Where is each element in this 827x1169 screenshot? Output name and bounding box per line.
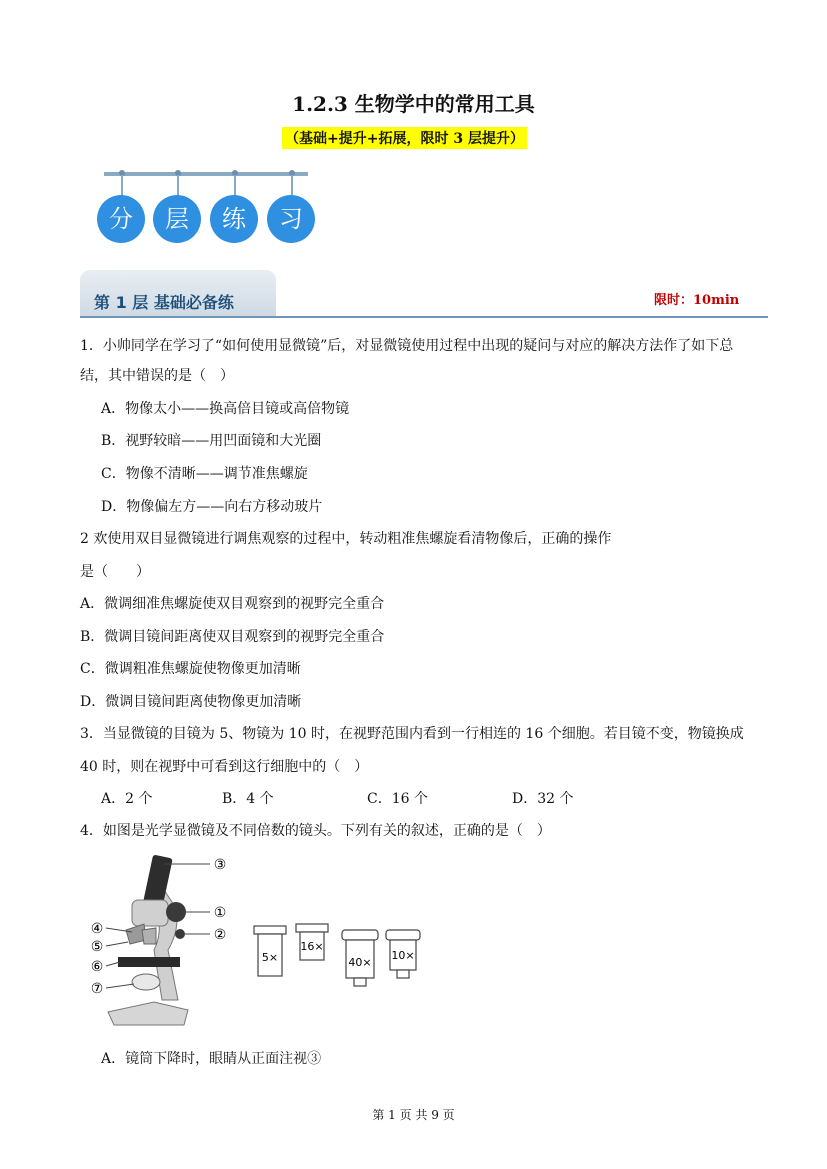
lens-10x-label: 10× (391, 949, 415, 962)
question-3-line-2: 40 时，则在视野中可看到这行细胞中的（ ） (80, 759, 369, 775)
question-3-option-b: B．4 个 (222, 791, 274, 807)
question-1-option-b: B．视野较暗——用凹面镜和大光圈 (101, 433, 322, 449)
callout-5: ⑤ (90, 939, 104, 955)
page-title: 1.2.3 生物学中的常用工具 (292, 92, 535, 116)
question-2-line-1: 2 欢使用双目显微镜进行调焦观察的过程中，转动粗准焦螺旋看清物像后，正确的操作 (80, 531, 612, 547)
question-1-option-a: A．物像太小——换高倍目镜或高倍物镜 (101, 401, 350, 417)
lens-40x-label: 40× (348, 956, 372, 969)
callout-3: ③ (213, 857, 227, 873)
banner-drop (177, 175, 179, 197)
lens-5x-label: 5× (261, 951, 279, 964)
microscope-icon (108, 854, 188, 1025)
question-2-option-a: A．微调细准焦螺旋使双目观察到的视野完全重合 (80, 596, 385, 612)
question-3-option-d: D．32 个 (512, 791, 574, 807)
banner-drop (291, 175, 293, 197)
callout-4: ④ (90, 921, 104, 937)
banner-drop (234, 175, 236, 197)
question-1-option-c: C．物像不清晰——调节准焦螺旋 (101, 466, 308, 482)
banner-drop (121, 175, 123, 197)
page-footer: 第 1 页 共 9 页 (372, 1108, 455, 1122)
question-2-line-2: 是（ ） (80, 564, 150, 580)
callout-2: ② (213, 927, 227, 943)
question-4-line-1: 4．如图是光学显微镜及不同倍数的镜头。下列有关的叙述，正确的是（ ） (80, 823, 551, 839)
question-2-option-d: D．微调目镜间距离使物像更加清晰 (80, 694, 302, 710)
banner-char: 习 (267, 195, 315, 243)
banner-char: 分 (97, 195, 145, 243)
question-2-option-c: C．微调粗准焦螺旋使物像更加清晰 (80, 661, 301, 677)
page-subtitle: （基础+提升+拓展，限时 3 层提升） (282, 127, 527, 149)
callout-7: ⑦ (90, 981, 104, 997)
banner-char: 练 (210, 195, 258, 243)
banner-rail (104, 172, 308, 176)
lens-16x-label: 16× (300, 940, 324, 953)
question-1-option-d: D．物像偏左方——向右方移动玻片 (101, 499, 323, 515)
callout-6: ⑥ (90, 959, 104, 975)
question-1-line-2: 结，其中错误的是（ ） (80, 368, 234, 384)
question-2-option-b: B．微调目镜间距离使双目观察到的视野完全重合 (80, 629, 385, 645)
question-3-option-a: A．2 个 (101, 791, 153, 807)
question-1-line-1: 1．小帅同学在学习了“如何使用显微镜”后，对显微镜使用过程中出现的疑问与对应的解决方法作了如下总 (80, 338, 734, 354)
question-4-option-a: A．镜筒下降时，眼睛从正面注视③ (101, 1051, 322, 1067)
question-3-line-1: 3．当显微镜的目镜为 5、物镜为 10 时，在视野范围内看到一行相连的 16 个细胞。若目镜不变，物镜换成 (80, 726, 744, 742)
section-label: 第 1 层 基础必备练 (94, 293, 234, 312)
banner-char: 层 (153, 195, 201, 243)
time-limit: 限时：10min (654, 293, 740, 308)
question-3-option-c: C．16 个 (367, 791, 428, 807)
callout-1: ① (213, 905, 227, 921)
section-divider (80, 316, 768, 318)
microscope-figure (84, 850, 429, 1035)
